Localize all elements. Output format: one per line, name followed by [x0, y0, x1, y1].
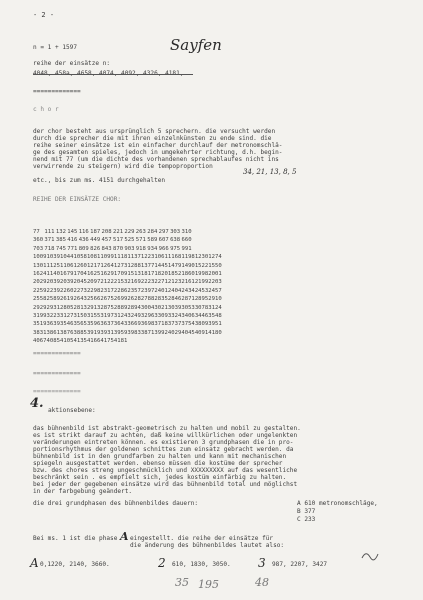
- grid-cell: 771: [67, 245, 78, 252]
- grid-cell: 3004: [140, 304, 155, 311]
- grid-row: [33, 312, 222, 320]
- grid-cell: 2453: [194, 287, 209, 294]
- page-number: - 2 -: [33, 11, 55, 19]
- grid-cell: 903: [124, 245, 135, 252]
- grid-cell: 360: [33, 237, 44, 244]
- grid-cell: 3223: [46, 312, 60, 319]
- grid-cell: 3669: [127, 321, 141, 328]
- grid-cell: 571: [135, 237, 146, 244]
- grid-cell: 111: [44, 229, 55, 235]
- grid-row: [33, 329, 222, 337]
- grid-cell: 1061: [154, 254, 168, 261]
- grid-cell: 77: [33, 229, 40, 235]
- grid-cell: 3124: [113, 312, 128, 319]
- bottom-handwritten-3: 48: [255, 576, 269, 589]
- phases-intro: die drei grundphasen des bühnenbildes dauern:: [33, 500, 199, 507]
- final-label-3: 3: [258, 556, 266, 570]
- grid-row: [33, 295, 222, 303]
- grid-cell: 208: [101, 229, 112, 235]
- grid-heading: REIHE DER EINSÄTZE CHOR:: [33, 196, 122, 203]
- grid-cell: 3150: [73, 312, 87, 319]
- section4-number: 4.: [30, 396, 44, 411]
- grid-cell: 297: [158, 229, 169, 235]
- grid-cell: [127, 337, 136, 345]
- grid-cell: 3831: [33, 329, 47, 336]
- grid-cell: [137, 337, 146, 345]
- grid-cell: 1198: [181, 254, 195, 261]
- grid-cell: 3296: [140, 312, 155, 319]
- grid-cell: 843: [101, 245, 112, 252]
- grid-cell: 4029: [167, 329, 182, 336]
- formula: n = 1 + 1597: [33, 44, 78, 51]
- grid-cell: 1230: [194, 254, 209, 261]
- grid-cell: 449: [90, 237, 101, 244]
- grid-cell: 4067: [33, 338, 47, 345]
- section4-paragraph: das bühnenbild ist abstrakt-geometrisch zu halten und mobil zu gestalten. es ist strikt darauf zu achten, daß keine willkürlichen oder ungelenkten veränderungen eintreten können. es existieren 3 grundphasen die in pro- portionsrhythmus der goldenen schnittes zum einsatz gebracht werden. da bühnenbild ist in den grundfarben zu halten und kann mit mechanischen spiegeln ausgestattet werden. ebenso müssen die kostüme der sprecher bzw. des chores streng ungeschmücklich und XXXXXXXXX auf das wesentliche beschränkt sein . es empfielt sich, jedes kostüm einfärbig zu halten. bei jeder der gegebenen einsätze wird das bühnenbild total und möglichst in der farbgebung geändert.: [33, 425, 301, 495]
- grid-cell: 2643: [73, 296, 87, 303]
- grid-cell: 826: [90, 245, 101, 252]
- grid-cell: 3199: [33, 312, 47, 319]
- grid-cell: 1817: [140, 270, 155, 277]
- divider-2: =============: [33, 350, 81, 357]
- grid-cell: 3249: [127, 312, 141, 319]
- grid-cell: 1704: [73, 270, 87, 277]
- grid-cell: 3021: [154, 304, 168, 311]
- grid-row: [33, 245, 193, 253]
- grid-cell: 660: [181, 237, 192, 244]
- grid-cell: 3643: [113, 321, 128, 328]
- grid-cell: 116: [78, 229, 89, 235]
- grid-cell: 1513: [127, 270, 141, 277]
- grid-cell: 145: [67, 229, 78, 235]
- grid-cell: 3698: [140, 321, 155, 328]
- grid-cell: 966: [158, 245, 169, 252]
- grid-row: [33, 236, 193, 244]
- grid-cell: 1709: [113, 270, 128, 277]
- grid-cell: 3565: [73, 321, 87, 328]
- grid-cell: 1550: [208, 262, 222, 269]
- grid-cell: 2871: [181, 296, 195, 303]
- grid-cell: 3959: [113, 329, 128, 336]
- grid-cell: 2457: [208, 287, 222, 294]
- chor-paragraph-end: etc., bis zum ms. 4151 durchgehalten: [33, 177, 166, 184]
- grid-row: [33, 228, 193, 236]
- final-values-1: 0,1220, 2140, 3660.: [40, 561, 110, 568]
- grid-cell: 3406: [181, 312, 195, 319]
- grid-cell: 457: [101, 237, 112, 244]
- grid-cell: 1058: [73, 254, 87, 261]
- grid-cell: 1009: [33, 254, 47, 261]
- grid-cell: 3951: [208, 321, 222, 328]
- grid-cell: 3639: [46, 321, 60, 328]
- grid-cell: 263: [135, 229, 146, 235]
- grid-cell: 1624: [33, 270, 47, 277]
- grid-cell: 3155: [86, 312, 101, 319]
- grid-cell: 3983: [127, 329, 141, 336]
- grid-cell: 2029: [33, 279, 47, 286]
- grid-cell: 221: [112, 229, 124, 235]
- grid-cell: 3324: [167, 312, 182, 319]
- phase-note-handwritten: A: [120, 530, 129, 543]
- grid-cell: 4166: [86, 338, 101, 345]
- grid-cell: 2929: [33, 304, 47, 311]
- grid-row: [33, 304, 222, 312]
- grid-cell: 1377: [140, 262, 155, 269]
- grid-cell: 718: [44, 245, 55, 252]
- grid-cell: 1223: [140, 254, 155, 261]
- grid-cell: 3596: [86, 321, 101, 328]
- grid-cell: 2123: [167, 279, 182, 286]
- grid-cell: 4180: [208, 329, 222, 336]
- grid-cell: 2589: [46, 296, 60, 303]
- grid-cell: 1445: [154, 262, 168, 269]
- grid-cell: 2619: [59, 296, 74, 303]
- grid-cell: 3809: [194, 321, 209, 328]
- grid-cell: 2699: [113, 296, 128, 303]
- grid-cell: 3931: [100, 329, 114, 336]
- grid-cell: 2846: [167, 296, 182, 303]
- grid-cell: 517: [112, 237, 124, 244]
- grid-cell: 991: [181, 245, 192, 252]
- grid-cell: 918: [135, 245, 146, 252]
- grid-cell: 4085: [46, 338, 60, 345]
- grid-cell: 1490: [181, 262, 195, 269]
- grid-cell: 1264: [100, 262, 114, 269]
- grid-cell: 3446: [194, 312, 209, 319]
- grid-cell: 2199: [194, 279, 209, 286]
- grid-cell: 3053: [181, 304, 195, 311]
- grid-cell: 416: [67, 237, 78, 244]
- grid-cell: [156, 337, 165, 345]
- grid-cell: 3885: [73, 329, 87, 336]
- grid-cell: 2153: [113, 279, 128, 286]
- grid-cell: 310: [181, 229, 192, 235]
- grid-cell: 3039: [167, 304, 182, 311]
- grid-cell: 2286: [113, 287, 128, 294]
- grid-cell: 436: [78, 237, 89, 244]
- final-values-2: 610, 1830, 3050.: [172, 561, 231, 568]
- grid-cell: 1629: [100, 270, 114, 277]
- grid-cell: 870: [112, 245, 124, 252]
- grid-cell: 2039: [46, 279, 60, 286]
- grid-cell: 3871: [140, 329, 155, 336]
- grid-cell: 2875: [100, 304, 114, 311]
- grid-cell: 2628: [127, 296, 141, 303]
- phase-a: A 610 metronomschläge,: [297, 500, 378, 507]
- grid-cell: 525: [124, 237, 135, 244]
- grid-cell: 2931: [46, 304, 60, 311]
- grid-cell: 2566: [86, 296, 101, 303]
- grid-row: [33, 270, 222, 278]
- grid-cell: 2271: [154, 279, 168, 286]
- grid-cell: 745: [55, 245, 66, 252]
- grid-cell: 1137: [127, 254, 141, 261]
- scribble-mark: [360, 548, 380, 564]
- grid-cell: 2894: [127, 304, 141, 311]
- grid-cell: 1118: [113, 254, 128, 261]
- grid-cell: 4045: [181, 329, 195, 336]
- grid-row: [33, 287, 222, 295]
- grid-cell: 187: [90, 229, 101, 235]
- grid-cell: 3718: [154, 321, 168, 328]
- grid-cell: 2357: [127, 287, 141, 294]
- grid-cell: 2039: [59, 279, 74, 286]
- grid-cell: 2001: [208, 270, 222, 277]
- grid-cell: 2558: [33, 296, 47, 303]
- grid-cell: 2889: [113, 304, 128, 311]
- grid-cell: 284: [147, 229, 158, 235]
- grid-cell: 1288: [127, 262, 141, 269]
- grid-cell: 2910: [208, 296, 222, 303]
- final-values-3: 987, 2207, 3427: [272, 561, 328, 568]
- grid-cell: 1852: [167, 270, 182, 277]
- grid-cell: 3754: [181, 321, 195, 328]
- grid-cell: 2397: [140, 287, 155, 294]
- grid-cell: 607: [158, 237, 169, 244]
- grid-cell: 975: [170, 245, 181, 252]
- grid-cell: 3127: [59, 312, 74, 319]
- grid-cell: 2434: [181, 287, 195, 294]
- grid-row: [33, 278, 222, 286]
- grid-cell: 2122: [100, 279, 114, 286]
- phase-c: C 233: [297, 516, 316, 523]
- handwritten-title: Sayfen: [170, 36, 222, 54]
- grid-cell: 1044: [59, 254, 74, 261]
- grid-cell: 1998: [194, 270, 209, 277]
- grid-cell: 371: [44, 237, 55, 244]
- bottom-handwritten-1: 35: [175, 576, 189, 589]
- grid-cell: 1125: [46, 262, 60, 269]
- grid-row: [33, 320, 222, 328]
- grid-cell: 1099: [100, 254, 114, 261]
- grid-cell: 4091: [194, 329, 209, 336]
- bottom-handwritten-2: 195: [198, 578, 219, 591]
- grid-cell: [184, 337, 193, 345]
- grid-cell: 3737: [167, 321, 182, 328]
- grid-cell: 4135: [73, 338, 87, 345]
- proportion-handwritten: 34, 21, 13, 8, 5: [243, 168, 297, 176]
- grid-cell: 2169: [127, 279, 141, 286]
- grid-cell: 2161: [181, 279, 195, 286]
- grid-cell: 1081: [86, 254, 101, 261]
- grid-cell: 2203: [208, 279, 222, 286]
- grid-cell: 2223: [140, 279, 155, 286]
- grid-cell: 2813: [73, 304, 87, 311]
- grid-cell: 2404: [167, 287, 182, 294]
- grid-cell: 1301: [33, 262, 47, 269]
- grid-cell: 2239: [46, 287, 60, 294]
- grid-cell: 1479: [167, 262, 182, 269]
- grid-cell: 3546: [59, 321, 74, 328]
- phase-note: Bei ms. 1 ist die phase: [33, 535, 118, 542]
- grid-cell: 4105: [59, 338, 74, 345]
- grid-cell: 2097: [86, 279, 101, 286]
- grid-cell: 1039: [46, 254, 60, 261]
- grid-cell: 385: [55, 237, 66, 244]
- grid-cell: [146, 337, 155, 345]
- grid-row: [33, 253, 222, 261]
- divider-1: =============: [33, 88, 81, 95]
- einsaetze-label: reihe der einsätze n:: [33, 60, 111, 67]
- grid-cell: 2675: [100, 296, 114, 303]
- chor-heading: c h o r: [33, 106, 59, 113]
- grid-cell: 1106: [59, 262, 74, 269]
- grid-cell: 2317: [100, 287, 114, 294]
- grid-cell: 303: [170, 229, 181, 235]
- grid-cell: 1140: [46, 270, 60, 277]
- grid-cell: [165, 337, 174, 345]
- divider-4: =============: [33, 388, 81, 395]
- grid-cell: 934: [147, 245, 158, 252]
- grid-cell: 1625: [86, 270, 101, 277]
- grid-cell: 1217: [86, 262, 101, 269]
- chor-paragraph: der chor besteht aus ursprünglich 5 sprechern. die versucht werden durch die sprecher die mit ihren einzelnkünsten zu ende sind. die reihe seiner einsätze ist ein einfacher durchlauf der metronomschlä- ge des gesamten spieles, jedoch in umgekehrter richtung, d.h. begin- nend mit 77 (um die dichte des vorhandenen sprechablaufes nicht ins verwirrende zu steigern) wird die tempoproportion: [33, 128, 283, 170]
- grid-cell: 2805: [59, 304, 74, 311]
- grid-cell: 3992: [154, 329, 168, 336]
- grid-cell: 2045: [73, 279, 87, 286]
- grid-cell: 1274: [208, 254, 222, 261]
- final-label-1: A: [30, 556, 39, 570]
- grid-cell: 1522: [194, 262, 209, 269]
- grid-cell: 4175: [100, 338, 114, 345]
- grid-cell: 3197: [100, 312, 114, 319]
- phase-note-rest: eingestellt. die reihe der einsätze für die änderung des bühnenbildes lautet also:: [130, 535, 285, 549]
- grid-cell: 3124: [208, 304, 222, 311]
- grid-cell: 1168: [167, 254, 182, 261]
- grid-cell: 809: [78, 245, 89, 252]
- grid-cell: 1273: [113, 262, 128, 269]
- grid-cell: 2273: [73, 287, 87, 294]
- grid-cell: 3861: [46, 329, 60, 336]
- grid-cell: 2259: [33, 287, 47, 294]
- einsaetze-grid: [33, 228, 222, 345]
- grid-cell: 2913: [86, 304, 101, 311]
- grid-cell: 589: [147, 237, 158, 244]
- grid-cell: 3078: [194, 304, 209, 311]
- grid-cell: 3919: [86, 329, 101, 336]
- grid-cell: [174, 337, 183, 345]
- grid-cell: 3637: [100, 321, 114, 328]
- grid-cell: 132: [55, 229, 66, 235]
- grid-cell: 3876: [59, 329, 74, 336]
- grid-cell: 638: [170, 237, 181, 244]
- grid-cell: 2401: [154, 287, 168, 294]
- grid-row: [33, 262, 222, 270]
- grid-cell: 3309: [154, 312, 168, 319]
- grid-cell: 2298: [86, 287, 101, 294]
- grid-cell: 703: [33, 245, 44, 252]
- grid-row: [33, 337, 193, 345]
- grid-cell: 1820: [154, 270, 168, 277]
- einsaetze-strike: [33, 74, 193, 75]
- grid-cell: 2835: [154, 296, 168, 303]
- final-label-2: 2: [158, 556, 166, 570]
- grid-cell: 4181: [113, 338, 128, 345]
- grid-cell: 1679: [59, 270, 74, 277]
- grid-cell: 229: [124, 229, 135, 235]
- grid-cell: 2260: [59, 287, 74, 294]
- section4-heading: aktionsebene:: [48, 407, 96, 414]
- grid-cell: 3548: [208, 312, 222, 319]
- grid-cell: 1260: [73, 262, 87, 269]
- grid-cell: 2788: [140, 296, 155, 303]
- grid-cell: 1860: [181, 270, 195, 277]
- phase-b: B 377: [297, 508, 316, 515]
- grid-cell: 2895: [194, 296, 209, 303]
- grid-cell: 3519: [33, 321, 47, 328]
- divider-3: =============: [33, 370, 81, 377]
